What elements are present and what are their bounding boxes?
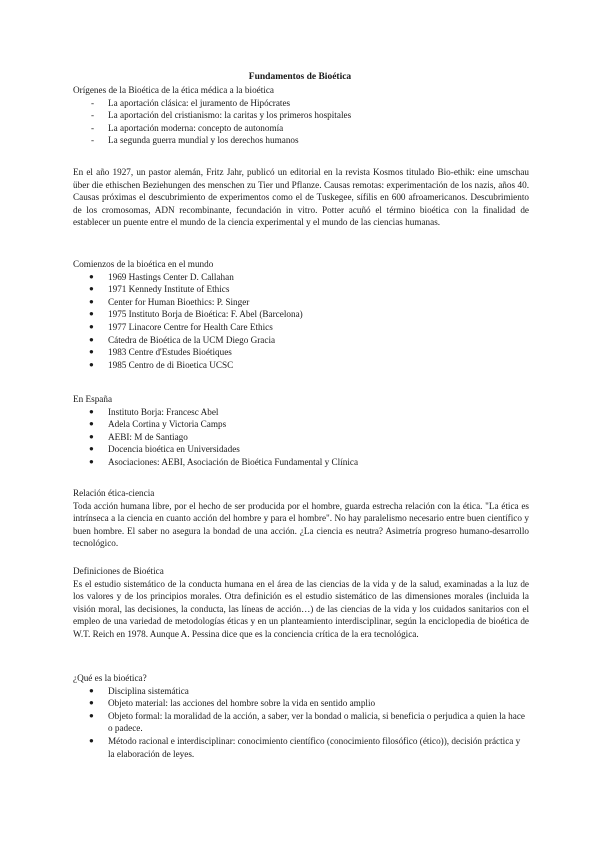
history-paragraph: En el año 1927, un pastor alemán, Fritz Jahr, publicó un editorial en la revista Kosmos titulado Bio-ethik: eine umschau über die ethischen Beziehungen des menschen zu Tier und Pflanze. Causas remotas: experimentación de los nazis, años 40. Causas próximas el descubrimiento de experimentos como el de Tuskegee, sífilis en 600 afroamericanos. Descubrimiento de los cromosomas, ADN recombinante, fecundación in vitro. Potter acuñó el término bioética con la finalidad de establecer un puente entre el mundo de la ciencia experimental y el mundo de las ciencias humanas.: [73, 167, 529, 228]
list-item: ● 1971 Kennedy Institute of Ethics: [89, 284, 230, 295]
list-item: ● Docencia bioética en Universidades: [89, 444, 240, 455]
list-item: ● 1983 Centre d'Estudes Bioétiques: [89, 347, 232, 358]
what-list: [73, 685, 529, 761]
list-item: - La aportación clásica: el juramento de Hipócrates: [91, 97, 291, 108]
spain-heading: En España: [73, 394, 113, 404]
list-item: ● Asociaciones: AEBI, Asociación de Bioética Fundamental y Clínica: [89, 456, 359, 467]
bullet-marker: ●: [89, 431, 94, 441]
list-item: ● 1975 Instituto Borja de Bioética: F. Abel (Barcelona): [89, 309, 303, 320]
bullet-marker: ●: [89, 284, 94, 294]
bullet-marker: ●: [89, 710, 94, 720]
origins-section: [73, 84, 529, 147]
bullet-marker: ●: [89, 347, 94, 357]
definitions-paragraph: Es el estudio sistemático de la conducta humana en el área de las ciencias de la vida y de la salud, examinadas a la luz de los valores y de los principios morales. Otra definición es el estudio sistemático de las dimensiones morales (incluida la visión moral, las decisiones, la conducta, las líneas de acción…) de las ciencias de la vida y los cuidados sanitarios con el empleo de una variedad de metodologías éticas y en un planteamiento interdisciplinar, según la enciclopedia de bioética de W.T. Reich en 1978. Aunque A. Pessina dice que es la conciencia crítica de la era tecnológica.: [73, 578, 529, 639]
bullet-marker: ●: [89, 296, 94, 306]
spain-list: [73, 406, 529, 469]
list-item: ● 1977 Linacore Centre for Health Care Ethics: [89, 321, 273, 332]
bullet-marker: ●: [89, 456, 94, 466]
relation-heading: Relación ética-ciencia: [73, 488, 155, 498]
list-item: ● 1969 Hastings Center D. Callahan: [89, 271, 234, 282]
bullet-marker: ●: [89, 444, 94, 454]
bullet-marker: ●: [89, 685, 94, 695]
origins-list: [73, 97, 529, 147]
dash-marker: -: [91, 110, 95, 121]
history-section: [73, 166, 529, 229]
relation-section: [73, 487, 529, 550]
what-heading: ¿Qué es la bioética?: [73, 673, 147, 683]
bullet-marker: ●: [89, 419, 94, 429]
bullet-marker: ●: [89, 334, 94, 344]
list-item: ● Cátedra de Bioética de la UCM Diego Gracia: [89, 334, 276, 345]
dash-marker: -: [91, 97, 95, 108]
relation-paragraph: Toda acción humana libre, por el hecho de ser producida por el hombre, guarda estrecha relación con la ética. "La ética es intrínseca a la ciencia en cuanto acción del hombre y para el hombre". No hay paralelismo necesario entre buen científico y buen hombre. El saber no asegura la bondad de una acción. ¿La ciencia es neutra? Asimetría progreso humano-desarrollo tecnológico.: [73, 500, 529, 549]
list-item: ● AEBI: M de Santiago: [89, 431, 188, 442]
spain-section: [73, 393, 529, 469]
definitions-section: [73, 565, 529, 641]
list-item: ● Objeto formal: la moralidad de la acción, a saber, ver la bondad o malicia, si beneficia o perjudica a quien la hace o padece.: [89, 710, 525, 734]
list-item: ● Disciplina sistemática: [89, 685, 189, 696]
what-section: [73, 672, 529, 760]
list-item: ● Método racional e interdisciplinar: conocimiento científico (conocimiento filosófico (ético)), decisión práctica y la elaboración de leyes.: [89, 735, 521, 759]
beginnings-list: [73, 271, 529, 372]
bullet-marker: ●: [89, 698, 94, 708]
list-item: ● Instituto Borja: Francesc Abel: [89, 406, 219, 417]
list-item: ● 1985 Centro de di Bioetica UCSC: [89, 359, 234, 370]
list-item: - La segunda guerra mundial y los derechos humanos: [91, 135, 299, 146]
list-item: ● Objeto material: las acciones del hombre sobre la vida en sentido amplio: [89, 698, 376, 709]
origins-heading: Orígenes de la Bioética de la ética médica a la bioética: [73, 85, 275, 95]
list-item: - La aportación del cristianismo: la caritas y los primeros hospitales: [91, 110, 352, 121]
beginnings-heading: Comienzos de la bioética en el mundo: [73, 259, 214, 269]
list-item: ● Center for Human Bioethics: P. Singer: [89, 296, 250, 307]
definitions-heading: Definiciones de Bioética: [73, 566, 164, 576]
list-item: ● Adela Cortina y Victoria Camps: [89, 419, 227, 430]
beginnings-section: [73, 258, 529, 371]
bullet-marker: ●: [89, 309, 94, 319]
bullet-marker: ●: [89, 321, 94, 331]
document-title: Fundamentos de Bioética: [248, 72, 352, 82]
list-item: - La aportación moderna: concepto de autonomía: [91, 122, 284, 133]
dash-marker: -: [91, 122, 95, 133]
bullet-marker: ●: [89, 359, 94, 369]
bullet-marker: ●: [89, 735, 94, 745]
dash-marker: -: [91, 135, 95, 146]
bullet-marker: ●: [89, 406, 94, 416]
bullet-marker: ●: [89, 271, 94, 281]
